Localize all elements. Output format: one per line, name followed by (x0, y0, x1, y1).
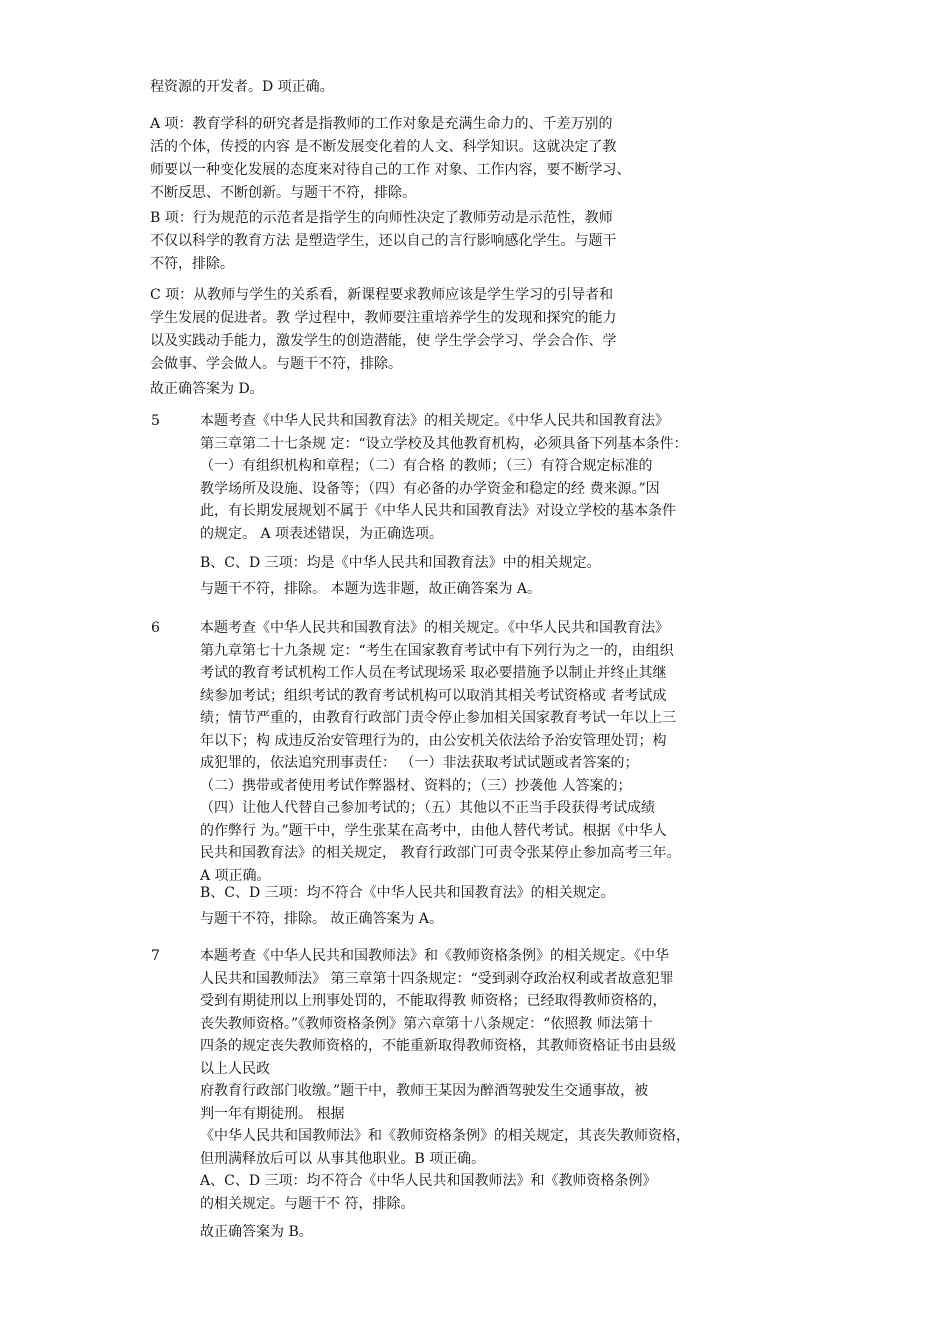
question-number: 5 (151, 413, 160, 429)
option-c-paragraph: C 项：从教师与学生的关系看，新课程要求教师应该是学生学习的引导者和 学生发展的促进者。教 学过程中，教师要注重培养学生的发现和探究的能力 以及实践动手能力，激发学生的创造潜能，使 学生学会学习、学会合作、学 会做事、学会做人。与题干不符，排除。 (150, 287, 617, 372)
question-5-other-options: B、C、D 三项：均是《中华人民共和国教育法》中的相关规定。 与题干不符，排除。 本题为选非题，故正确答案为 A。 (200, 555, 601, 597)
answer-line: 故正确答案为 D。 (150, 381, 264, 397)
question-7-explanation: 本题考查《中华人民共和国教师法》和《教师资格条例》的相关规定。《中华 人民共和国教师法》 第三章第十四条规定：“受到剥夺政治权利或者故意犯罪 受到有期徒刑以上刑事处罚的，不能取得教 师资格；已经取得教师资格的， 丧失教师资格。”《教师资格条例》第六章第十八条规定：“依照教 师法第十 四条的规定丧失教师资格的，不能重新取得教师资格，其教师资格证书由县级 以上人民政 府教育行政部门收缴。”题干中，教师王某因为醉酒驾驶发生交通事故，被 判一年有期徒刑。 根据 《中华人民共和国教师法》和《教师资格条例》的相关规定，其丧失教师资格， 但刑满释放后可以 从事其他职业。B 项正确。 (200, 948, 690, 1167)
question-number: 7 (151, 948, 160, 964)
option-b-paragraph: B 项：行为规范的示范者是指学生的向师性决定了教师劳动是示范性，教师 不仅以科学的教育方法 是塑造学生，还以自己的言行影响感化学生。与题干 不符，排除。 (150, 210, 617, 272)
question-number: 6 (151, 620, 160, 636)
answer-line: 故正确答案为 B。 (200, 1224, 313, 1240)
question-6-other-options: B、C、D 三项：均不符合《中华人民共和国教育法》的相关规定。 与题干不符，排除。 故正确答案为 A。 (200, 885, 615, 927)
intro-tail: 程资源的开发者。D 项正确。 (150, 79, 334, 95)
question-5-explanation: 本题考查《中华人民共和国教育法》的相关规定。《中华人民共和国教育法》 第三章第二十七条规 定：“设立学校及其他教育机构，必须具备下列基本条件： （一）有组织机构和章程；（二）有合格 的教师；（三）有符合规定标准的 教学场所及设施、设备等；（四）有必备的办学资金和稳定的经 费来源。”因 此，有长期发展规划不属于《中华人民共和国教育法》对设立学校的基本条件 的规定。 A 项表述错误，为正确选项。 (200, 413, 688, 542)
question-6-explanation: 本题考查《中华人民共和国教育法》的相关规定。《中华人民共和国教育法》 第九章第七十九条规 定：“考生在国家教育考试中有下列行为之一的，由组织 考试的教育考试机构工作人员在考试现场采 取必要措施予以制止并终止其继 续参加考试；组织考试的教育考试机构可以取消其相关考试资格或 者考试成 绩；情节严重的，由教育行政部门责令停止参加相关国家教育考试一年以上三 年以下；构 成违反治安管理行为的，由公安机关依法给予治安管理处罚；构 成犯罪的，依法追究刑事责任： （一）非法获取考试试题或者答案的； （二）携带或者使用考试作弊器材、资料的；（三）抄袭他 人答案的； （四）让他人代替自己参加考试的；（五）其他以不正当手段获得考试成绩 的作弊行 为。”题干中，学生张某在高考中，由他人替代考试。根据《中华人 民共和国教育法》的相关规定， 教育行政部门可责令张某停止参加高考三年。 A 项正确。 (200, 620, 681, 884)
option-a-paragraph: A 项：教育学科的研究者是指教师的工作对象是充满生命力的、千差万别的 活的个体，传授的内容 是不断发展变化着的人文、科学知识。这就决定了教 师要以一种变化发展的态度来对待自己的工作 对象、工作内容，要不断学习、 不断反思、不断创新。与题干不符，排除。 (150, 116, 631, 201)
question-7-other-options: A、C、D 三项：均不符合《中华人民共和国教师法》和《教师资格条例》 的相关规定。与题干不 符，排除。 (200, 1173, 657, 1212)
